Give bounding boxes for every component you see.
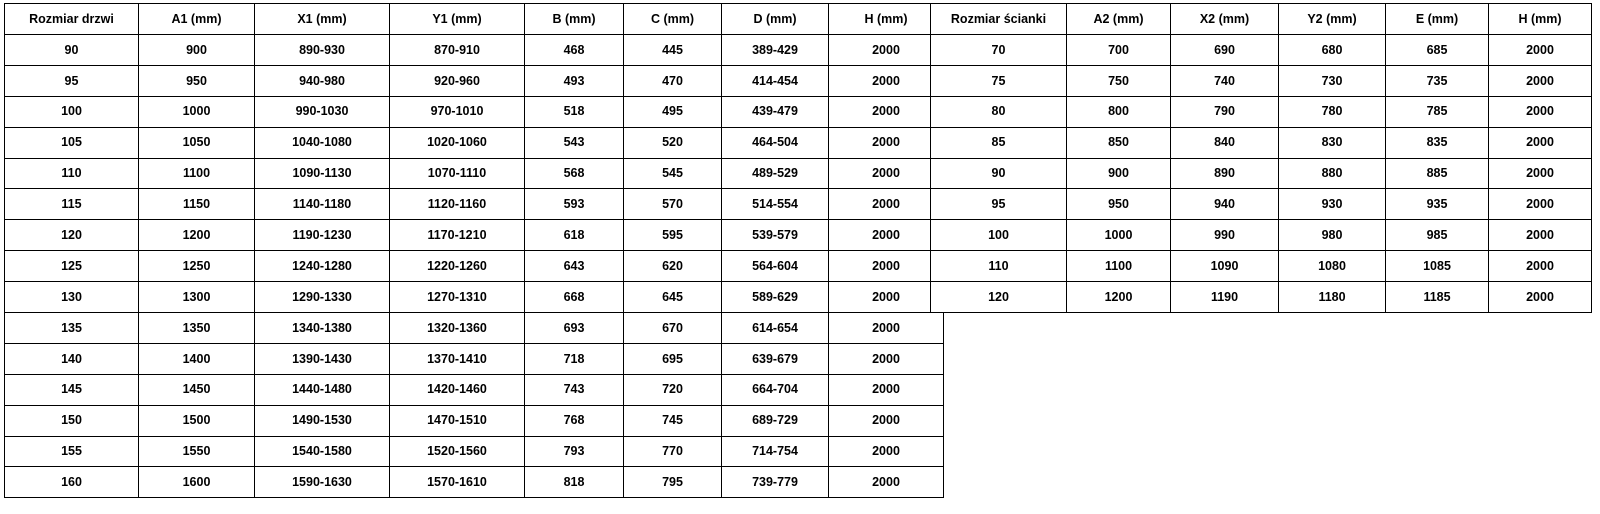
- table-cell: 1080: [1279, 251, 1386, 282]
- table-cell: 830: [1279, 127, 1386, 158]
- table-cell: 1200: [139, 220, 255, 251]
- table-body: [931, 35, 1592, 313]
- table-cell: 740: [1171, 65, 1279, 96]
- table-cell: 593: [525, 189, 624, 220]
- table-cell: 130: [5, 282, 139, 313]
- table-cell: 793: [525, 436, 624, 467]
- table-cell: 518: [525, 96, 624, 127]
- table-cell: 1540-1580: [255, 436, 390, 467]
- table-header: [5, 4, 944, 35]
- table-cell: 890: [1171, 158, 1279, 189]
- table-cell: 935: [1386, 189, 1489, 220]
- table-cell: 155: [5, 436, 139, 467]
- table-cell: 470: [624, 65, 722, 96]
- column-header: H (mm): [829, 4, 944, 35]
- table-cell: 1120-1160: [390, 189, 525, 220]
- table-cell: 568: [525, 158, 624, 189]
- table-cell: 743: [525, 374, 624, 405]
- table-cell: 850: [1067, 127, 1171, 158]
- table-cell: 690: [1171, 35, 1279, 66]
- wall-dimensions-table-wrapper: [930, 3, 1592, 313]
- table-cell: 768: [525, 405, 624, 436]
- table-row: [931, 251, 1592, 282]
- table-cell: 2000: [1489, 251, 1592, 282]
- table-cell: 620: [624, 251, 722, 282]
- table-cell: 2000: [829, 467, 944, 498]
- table-cell: 940-980: [255, 65, 390, 96]
- table-cell: 618: [525, 220, 624, 251]
- table-cell: 800: [1067, 96, 1171, 127]
- table-row: [5, 251, 944, 282]
- table-row: [931, 158, 1592, 189]
- table-cell: 920-960: [390, 65, 525, 96]
- table-cell: 685: [1386, 35, 1489, 66]
- table-cell: 1450: [139, 374, 255, 405]
- column-header: E (mm): [1386, 4, 1489, 35]
- table-cell: 2000: [829, 251, 944, 282]
- table-cell: 1500: [139, 405, 255, 436]
- column-header: X1 (mm): [255, 4, 390, 35]
- table-cell: 1185: [1386, 282, 1489, 313]
- table-cell: 1600: [139, 467, 255, 498]
- table-cell: 900: [139, 35, 255, 66]
- table-cell: 1270-1310: [390, 282, 525, 313]
- table-cell: 1000: [1067, 220, 1171, 251]
- table-cell: 780: [1279, 96, 1386, 127]
- table-cell: 1220-1260: [390, 251, 525, 282]
- table-cell: 90: [931, 158, 1067, 189]
- table-cell: 1100: [1067, 251, 1171, 282]
- table-cell: 105: [5, 127, 139, 158]
- table-cell: 720: [624, 374, 722, 405]
- table-cell: 389-429: [722, 35, 829, 66]
- table-cell: 543: [525, 127, 624, 158]
- table-row: [5, 467, 944, 498]
- table-cell: 735: [1386, 65, 1489, 96]
- table-cell: 1400: [139, 343, 255, 374]
- table-cell: 414-454: [722, 65, 829, 96]
- table-cell: 2000: [1489, 35, 1592, 66]
- table-header-row: [5, 4, 944, 35]
- table-body: [5, 35, 944, 498]
- table-row: [5, 220, 944, 251]
- table-cell: 670: [624, 313, 722, 344]
- table-row: [5, 374, 944, 405]
- table-cell: 445: [624, 35, 722, 66]
- table-row: [5, 158, 944, 189]
- table-cell: 930: [1279, 189, 1386, 220]
- table-cell: 990-1030: [255, 96, 390, 127]
- table-cell: 2000: [829, 343, 944, 374]
- table-cell: 95: [931, 189, 1067, 220]
- table-row: [5, 405, 944, 436]
- table-cell: 1340-1380: [255, 313, 390, 344]
- table-cell: 890-930: [255, 35, 390, 66]
- table-cell: 880: [1279, 158, 1386, 189]
- table-header: [931, 4, 1592, 35]
- table-cell: 2000: [1489, 96, 1592, 127]
- table-cell: 870-910: [390, 35, 525, 66]
- table-cell: 110: [931, 251, 1067, 282]
- table-row: [5, 343, 944, 374]
- table-cell: 693: [525, 313, 624, 344]
- table-cell: 1190-1230: [255, 220, 390, 251]
- table-cell: 1090-1130: [255, 158, 390, 189]
- table-cell: 840: [1171, 127, 1279, 158]
- table-cell: 1090: [1171, 251, 1279, 282]
- table-cell: 135: [5, 313, 139, 344]
- table-row: [5, 96, 944, 127]
- table-cell: 2000: [829, 35, 944, 66]
- table-cell: 990: [1171, 220, 1279, 251]
- table-cell: 95: [5, 65, 139, 96]
- column-header: Rozmiar drzwi: [5, 4, 139, 35]
- table-cell: 1490-1530: [255, 405, 390, 436]
- table-cell: 2000: [829, 220, 944, 251]
- table-cell: 700: [1067, 35, 1171, 66]
- table-cell: 614-654: [722, 313, 829, 344]
- table-cell: 818: [525, 467, 624, 498]
- table-cell: 115: [5, 189, 139, 220]
- column-header: Rozmiar ścianki: [931, 4, 1067, 35]
- table-cell: 1250: [139, 251, 255, 282]
- column-header: A2 (mm): [1067, 4, 1171, 35]
- table-cell: 1020-1060: [390, 127, 525, 158]
- table-cell: 2000: [1489, 65, 1592, 96]
- table-cell: 120: [931, 282, 1067, 313]
- table-cell: 2000: [1489, 220, 1592, 251]
- table-cell: 145: [5, 374, 139, 405]
- table-cell: 1520-1560: [390, 436, 525, 467]
- table-cell: 714-754: [722, 436, 829, 467]
- table-cell: 160: [5, 467, 139, 498]
- table-row: [931, 35, 1592, 66]
- table-cell: 1085: [1386, 251, 1489, 282]
- table-cell: 545: [624, 158, 722, 189]
- table-row: [5, 127, 944, 158]
- table-cell: 695: [624, 343, 722, 374]
- table-cell: 1150: [139, 189, 255, 220]
- table-cell: 718: [525, 343, 624, 374]
- table-cell: 750: [1067, 65, 1171, 96]
- table-cell: 1570-1610: [390, 467, 525, 498]
- table-cell: 1420-1460: [390, 374, 525, 405]
- table-cell: 1350: [139, 313, 255, 344]
- table-cell: 1240-1280: [255, 251, 390, 282]
- table-cell: 2000: [1489, 158, 1592, 189]
- table-cell: 689-729: [722, 405, 829, 436]
- table-cell: 643: [525, 251, 624, 282]
- table-cell: 100: [5, 96, 139, 127]
- table-cell: 1100: [139, 158, 255, 189]
- table-cell: 589-629: [722, 282, 829, 313]
- table-cell: 2000: [829, 405, 944, 436]
- door-dimensions-table-wrapper: [4, 3, 944, 498]
- table-cell: 2000: [1489, 189, 1592, 220]
- table-cell: 464-504: [722, 127, 829, 158]
- table-row: [5, 189, 944, 220]
- table-cell: 75: [931, 65, 1067, 96]
- column-header: H (mm): [1489, 4, 1592, 35]
- table-cell: 664-704: [722, 374, 829, 405]
- column-header: Y2 (mm): [1279, 4, 1386, 35]
- table-cell: 1440-1480: [255, 374, 390, 405]
- table-cell: 1180: [1279, 282, 1386, 313]
- table-cell: 2000: [829, 436, 944, 467]
- table-cell: 1170-1210: [390, 220, 525, 251]
- table-cell: 2000: [829, 282, 944, 313]
- table-cell: 2000: [829, 96, 944, 127]
- table-cell: 493: [525, 65, 624, 96]
- table-cell: 885: [1386, 158, 1489, 189]
- table-cell: 2000: [829, 374, 944, 405]
- table-cell: 795: [624, 467, 722, 498]
- table-row: [931, 127, 1592, 158]
- column-header: A1 (mm): [139, 4, 255, 35]
- table-cell: 950: [139, 65, 255, 96]
- table-cell: 1290-1330: [255, 282, 390, 313]
- table-cell: 1370-1410: [390, 343, 525, 374]
- table-cell: 468: [525, 35, 624, 66]
- table-cell: 785: [1386, 96, 1489, 127]
- table-cell: 645: [624, 282, 722, 313]
- table-cell: 1190: [1171, 282, 1279, 313]
- table-row: [931, 282, 1592, 313]
- table-cell: 790: [1171, 96, 1279, 127]
- table-cell: 680: [1279, 35, 1386, 66]
- table-cell: 120: [5, 220, 139, 251]
- table-cell: 1470-1510: [390, 405, 525, 436]
- table-cell: 1390-1430: [255, 343, 390, 374]
- table-cell: 1050: [139, 127, 255, 158]
- table-row: [5, 35, 944, 66]
- table-cell: 90: [5, 35, 139, 66]
- table-cell: 1040-1080: [255, 127, 390, 158]
- table-cell: 1070-1110: [390, 158, 525, 189]
- table-cell: 2000: [829, 158, 944, 189]
- table-cell: 940: [1171, 189, 1279, 220]
- table-cell: 745: [624, 405, 722, 436]
- table-cell: 1320-1360: [390, 313, 525, 344]
- table-cell: 439-479: [722, 96, 829, 127]
- table-cell: 668: [525, 282, 624, 313]
- table-cell: 2000: [1489, 282, 1592, 313]
- table-cell: 730: [1279, 65, 1386, 96]
- door-dimensions-table: [4, 3, 944, 498]
- table-cell: 85: [931, 127, 1067, 158]
- table-cell: 900: [1067, 158, 1171, 189]
- table-cell: 950: [1067, 189, 1171, 220]
- table-cell: 150: [5, 405, 139, 436]
- table-cell: 140: [5, 343, 139, 374]
- table-cell: 520: [624, 127, 722, 158]
- table-cell: 1000: [139, 96, 255, 127]
- table-row: [5, 65, 944, 96]
- table-cell: 125: [5, 251, 139, 282]
- table-cell: 80: [931, 96, 1067, 127]
- table-cell: 564-604: [722, 251, 829, 282]
- table-cell: 489-529: [722, 158, 829, 189]
- table-cell: 495: [624, 96, 722, 127]
- column-header: D (mm): [722, 4, 829, 35]
- wall-dimensions-table: [930, 3, 1592, 313]
- table-cell: 2000: [829, 65, 944, 96]
- table-cell: 1550: [139, 436, 255, 467]
- table-cell: 2000: [829, 127, 944, 158]
- table-row: [5, 313, 944, 344]
- table-cell: 1590-1630: [255, 467, 390, 498]
- table-cell: 514-554: [722, 189, 829, 220]
- table-row: [5, 436, 944, 467]
- table-cell: 639-679: [722, 343, 829, 374]
- table-cell: 980: [1279, 220, 1386, 251]
- table-cell: 595: [624, 220, 722, 251]
- table-cell: 2000: [829, 313, 944, 344]
- table-row: [931, 96, 1592, 127]
- column-header: X2 (mm): [1171, 4, 1279, 35]
- table-cell: 2000: [829, 189, 944, 220]
- table-row: [931, 189, 1592, 220]
- table-cell: 2000: [1489, 127, 1592, 158]
- table-row: [931, 65, 1592, 96]
- table-cell: 835: [1386, 127, 1489, 158]
- table-row: [931, 220, 1592, 251]
- table-cell: 570: [624, 189, 722, 220]
- column-header: Y1 (mm): [390, 4, 525, 35]
- table-cell: 539-579: [722, 220, 829, 251]
- table-cell: 110: [5, 158, 139, 189]
- column-header: B (mm): [525, 4, 624, 35]
- table-cell: 970-1010: [390, 96, 525, 127]
- table-cell: 70: [931, 35, 1067, 66]
- column-header: C (mm): [624, 4, 722, 35]
- table-cell: 1140-1180: [255, 189, 390, 220]
- table-cell: 100: [931, 220, 1067, 251]
- table-cell: 1300: [139, 282, 255, 313]
- table-header-row: [931, 4, 1592, 35]
- table-cell: 739-779: [722, 467, 829, 498]
- table-cell: 770: [624, 436, 722, 467]
- table-row: [5, 282, 944, 313]
- table-cell: 1200: [1067, 282, 1171, 313]
- table-cell: 985: [1386, 220, 1489, 251]
